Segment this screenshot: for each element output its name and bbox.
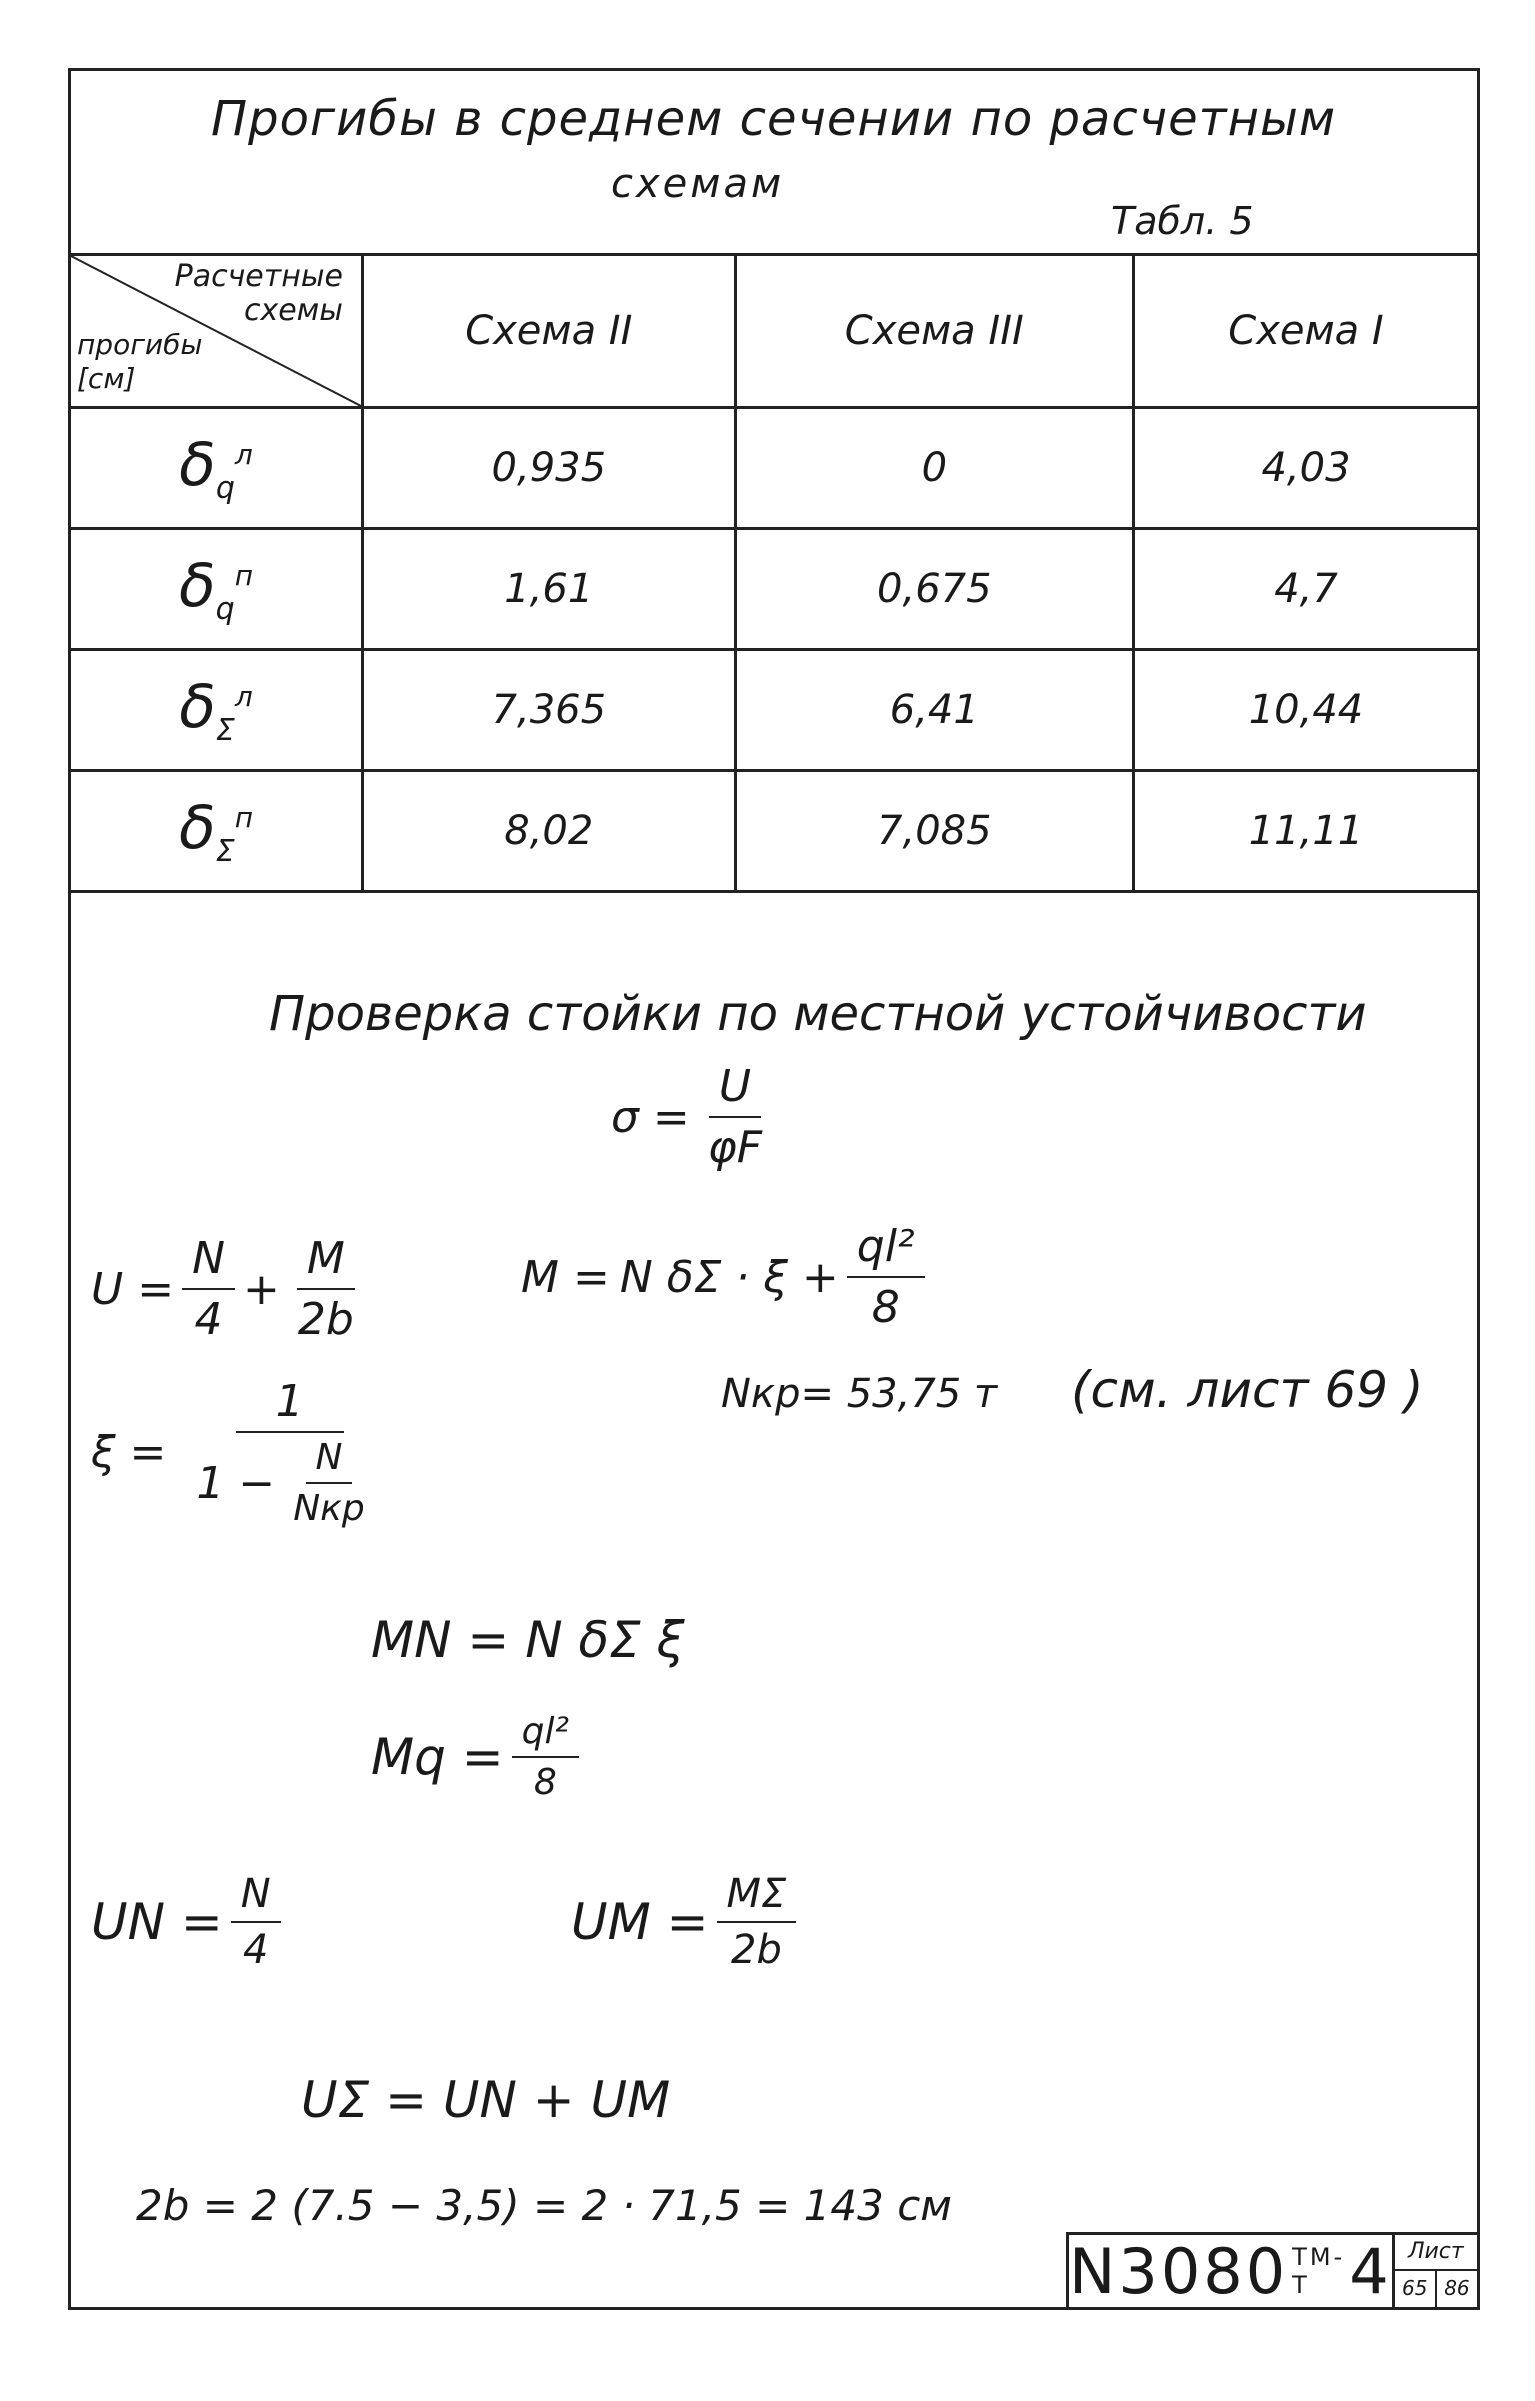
formula-m bbox=[521, 1221, 933, 1333]
table-title-line2: схемам bbox=[611, 161, 785, 207]
table-cell: 0,935 bbox=[363, 408, 736, 529]
row-symbol-base: δ bbox=[179, 672, 216, 742]
formula-u bbox=[91, 1233, 372, 1345]
formula-mn: MN = N δΣ ξ bbox=[371, 1611, 685, 1669]
row-symbol bbox=[71, 771, 363, 892]
table-header-row bbox=[71, 255, 1477, 408]
fraction bbox=[512, 1711, 579, 1803]
column-header-scheme-3: Схема III bbox=[735, 255, 1133, 408]
table-cell: 11,11 bbox=[1134, 771, 1478, 892]
formula-mq bbox=[371, 1711, 587, 1803]
formula-2b: 2b = 2 (7.5 − 3,5) = 2 · 71,5 = 143 см bbox=[136, 2181, 952, 2230]
row-symbol-base: δ bbox=[178, 551, 216, 621]
fraction bbox=[186, 1376, 392, 1529]
formula-usum: UΣ = UN + UM bbox=[301, 2071, 671, 2129]
sheet-number: 65 bbox=[1395, 2271, 1437, 2307]
fraction-denominator: 4 bbox=[194, 1294, 223, 1345]
table-row bbox=[71, 771, 1477, 892]
formula-m-lhs: M = bbox=[521, 1251, 610, 1303]
fraction-denominator: Nкр bbox=[293, 1488, 365, 1529]
column-header-scheme-2: Схема II bbox=[363, 255, 736, 408]
document-code-suffix: ТМ-Т bbox=[1292, 2243, 1346, 2299]
fraction-denominator: 4 bbox=[243, 1927, 269, 1973]
row-symbol-base: δ bbox=[179, 793, 216, 863]
fraction bbox=[288, 1233, 364, 1345]
table-cell: 8,02 bbox=[363, 771, 736, 892]
sheet-info bbox=[1395, 2235, 1477, 2307]
formula-mq-lhs: Mq = bbox=[371, 1728, 504, 1786]
fraction-denominator: 8 bbox=[533, 1762, 557, 1803]
fraction bbox=[231, 1871, 281, 1973]
fraction-numerator: N bbox=[306, 1437, 353, 1484]
fraction bbox=[283, 1437, 375, 1529]
formula-un-lhs: UN = bbox=[91, 1893, 223, 1951]
sheet-total: 86 bbox=[1444, 2276, 1470, 2300]
table-row bbox=[71, 529, 1477, 650]
formula-xi-lhs: ξ = bbox=[91, 1427, 167, 1478]
fraction-denominator: 8 bbox=[871, 1282, 900, 1333]
formula-um bbox=[571, 1871, 804, 1973]
row-symbol bbox=[71, 529, 363, 650]
fraction-denominator: φF bbox=[707, 1122, 763, 1173]
table-row bbox=[71, 408, 1477, 529]
fraction-numerator: N bbox=[231, 1871, 281, 1923]
table-cell: 7,365 bbox=[363, 650, 736, 771]
xi-denominator-prefix: 1 − bbox=[196, 1457, 276, 1509]
row-symbol-sub: Σ bbox=[215, 713, 235, 748]
fraction-numerator: MΣ bbox=[717, 1871, 797, 1923]
table-cell: 0 bbox=[735, 408, 1133, 529]
table-cell: 4,7 bbox=[1134, 529, 1478, 650]
corner-label-deflections bbox=[77, 328, 203, 396]
table-cell: 7,085 bbox=[735, 771, 1133, 892]
formula-u-lhs: U = bbox=[91, 1263, 175, 1315]
row-symbol-sup: п bbox=[234, 559, 254, 592]
formula-um-lhs: UM = bbox=[571, 1893, 709, 1951]
title-block-stamp bbox=[1066, 2232, 1477, 2307]
formula-sigma bbox=[611, 1061, 780, 1173]
table-cell: 1,61 bbox=[363, 529, 736, 650]
fraction-numerator: N bbox=[182, 1233, 235, 1290]
document-code-main: N3080 bbox=[1069, 2234, 1289, 2308]
fraction bbox=[847, 1221, 925, 1333]
sheet-label: Лист bbox=[1395, 2235, 1477, 2271]
fraction-denominator bbox=[186, 1433, 392, 1529]
fraction-numerator: 1 bbox=[236, 1376, 344, 1433]
fraction-numerator: M bbox=[297, 1233, 355, 1290]
table-row bbox=[71, 650, 1477, 771]
plus-sign: + bbox=[242, 1263, 280, 1315]
row-symbol bbox=[71, 408, 363, 529]
fraction-denominator: 2b bbox=[731, 1927, 782, 1973]
row-symbol-sub: q bbox=[215, 471, 235, 506]
column-header-scheme-1: Схема I bbox=[1134, 255, 1478, 408]
row-symbol-sub: Σ bbox=[215, 834, 235, 869]
table-number: Табл. 5 bbox=[1111, 199, 1254, 243]
table-cell: 10,44 bbox=[1134, 650, 1478, 771]
fraction bbox=[698, 1061, 772, 1173]
corner-top-text: Расчетные схемы bbox=[174, 259, 343, 328]
sheet-numbers bbox=[1395, 2271, 1477, 2307]
document-code bbox=[1069, 2235, 1395, 2307]
formula-m-rhs: N δΣ · ξ + bbox=[619, 1251, 839, 1303]
section-title: Проверка стойки по местной устойчивости bbox=[269, 986, 1367, 1042]
fraction-numerator: ql² bbox=[847, 1221, 925, 1278]
row-symbol-base: δ bbox=[179, 430, 216, 500]
document-code-end: 4 bbox=[1349, 2234, 1392, 2308]
formula-sigma-lhs: σ = bbox=[611, 1091, 690, 1143]
row-symbol-sup: л bbox=[234, 680, 253, 713]
corner-bottom-text: прогибы [см] bbox=[77, 328, 203, 395]
sheet-reference: (см. лист 69 ) bbox=[1071, 1361, 1424, 1419]
row-symbol-sup: л bbox=[234, 438, 253, 471]
corner-label-schemes bbox=[175, 260, 343, 328]
table-cell: 4,03 bbox=[1134, 408, 1478, 529]
fraction bbox=[717, 1871, 797, 1973]
table-title-line1: Прогибы в среднем сечении по расчетным bbox=[211, 91, 1337, 147]
fraction-denominator: 2b bbox=[297, 1294, 354, 1345]
fraction-numerator: U bbox=[709, 1061, 761, 1118]
deflection-table bbox=[71, 253, 1477, 893]
nkr-value: Nкр= 53,75 т bbox=[721, 1371, 998, 1417]
drawing-sheet bbox=[68, 68, 1480, 2310]
corner-cell bbox=[71, 255, 363, 408]
table-cell: 0,675 bbox=[735, 529, 1133, 650]
fraction-numerator: ql² bbox=[512, 1711, 579, 1758]
fraction bbox=[182, 1233, 235, 1345]
formula-xi bbox=[91, 1376, 401, 1529]
formula-un bbox=[91, 1871, 289, 1973]
row-symbol-sub: q bbox=[215, 592, 235, 627]
table-cell: 6,41 bbox=[735, 650, 1133, 771]
row-symbol-sup: п bbox=[234, 801, 253, 834]
row-symbol bbox=[71, 650, 363, 771]
